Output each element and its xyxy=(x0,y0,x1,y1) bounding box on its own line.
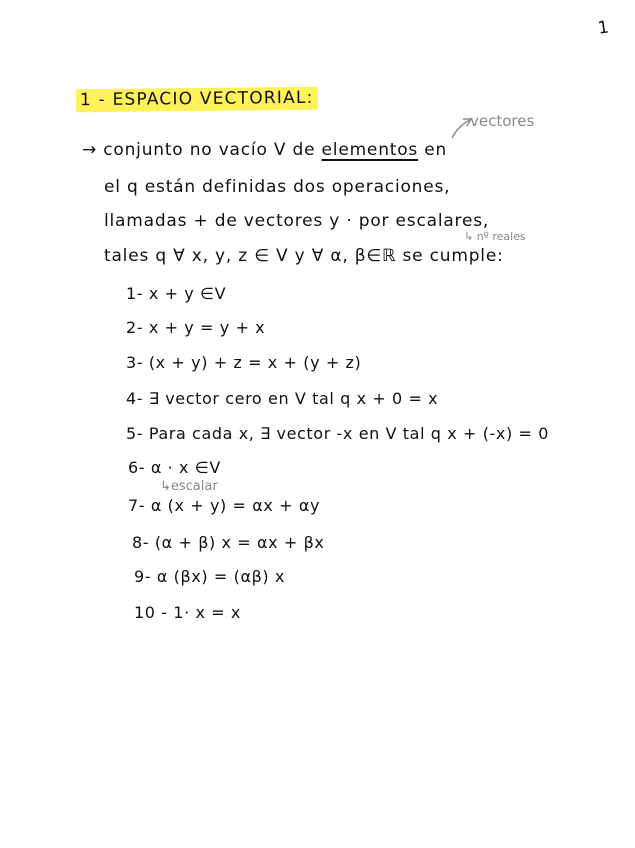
property-8: 8- (α + β) x = αx + βx xyxy=(132,533,325,552)
definition-line-1 xyxy=(82,140,447,160)
annotation-reales: ↳ nº reales xyxy=(464,230,526,243)
property-6: 6- α · x ∈V xyxy=(128,458,221,477)
property-1: 1- x + y ∈V xyxy=(126,284,227,303)
definition-line-4: tales q ∀ x, y, z ∈ V y ∀ α, β∈ℝ se cumple: xyxy=(104,246,504,266)
definition-line-2: el q están definidas dos operaciones, xyxy=(104,177,451,197)
property-10: 10 - 1· x = x xyxy=(134,603,241,622)
arrow-to-vectores-icon xyxy=(452,120,470,138)
section-title: 1 - ESPACIO VECTORIAL: xyxy=(76,87,318,113)
annotation-vectores: vectores xyxy=(470,112,535,130)
property-7: 7- α (x + y) = αx + αy xyxy=(128,496,321,515)
property-3: 3- (x + y) + z = x + (y + z) xyxy=(126,353,362,372)
annotation-escalar: ↳escalar xyxy=(160,479,218,494)
property-5: 5- Para cada x, ∃ vector -x en V tal q x + (-x) = 0 xyxy=(126,424,549,443)
definition-line-1-prefix: → conjunto no vacío V de xyxy=(82,140,322,160)
page-number: 1 xyxy=(596,17,611,39)
property-9: 9- α (βx) = (αβ) x xyxy=(134,567,286,586)
definition-line-3: llamadas + de vectores y · por escalares, xyxy=(104,211,490,231)
property-4: 4- ∃ vector cero en V tal q x + 0 = x xyxy=(126,389,439,408)
definition-keyword-elementos: elementos xyxy=(321,140,419,160)
definition-line-1-suffix: en xyxy=(418,140,448,160)
property-2: 2- x + y = y + x xyxy=(126,318,266,337)
